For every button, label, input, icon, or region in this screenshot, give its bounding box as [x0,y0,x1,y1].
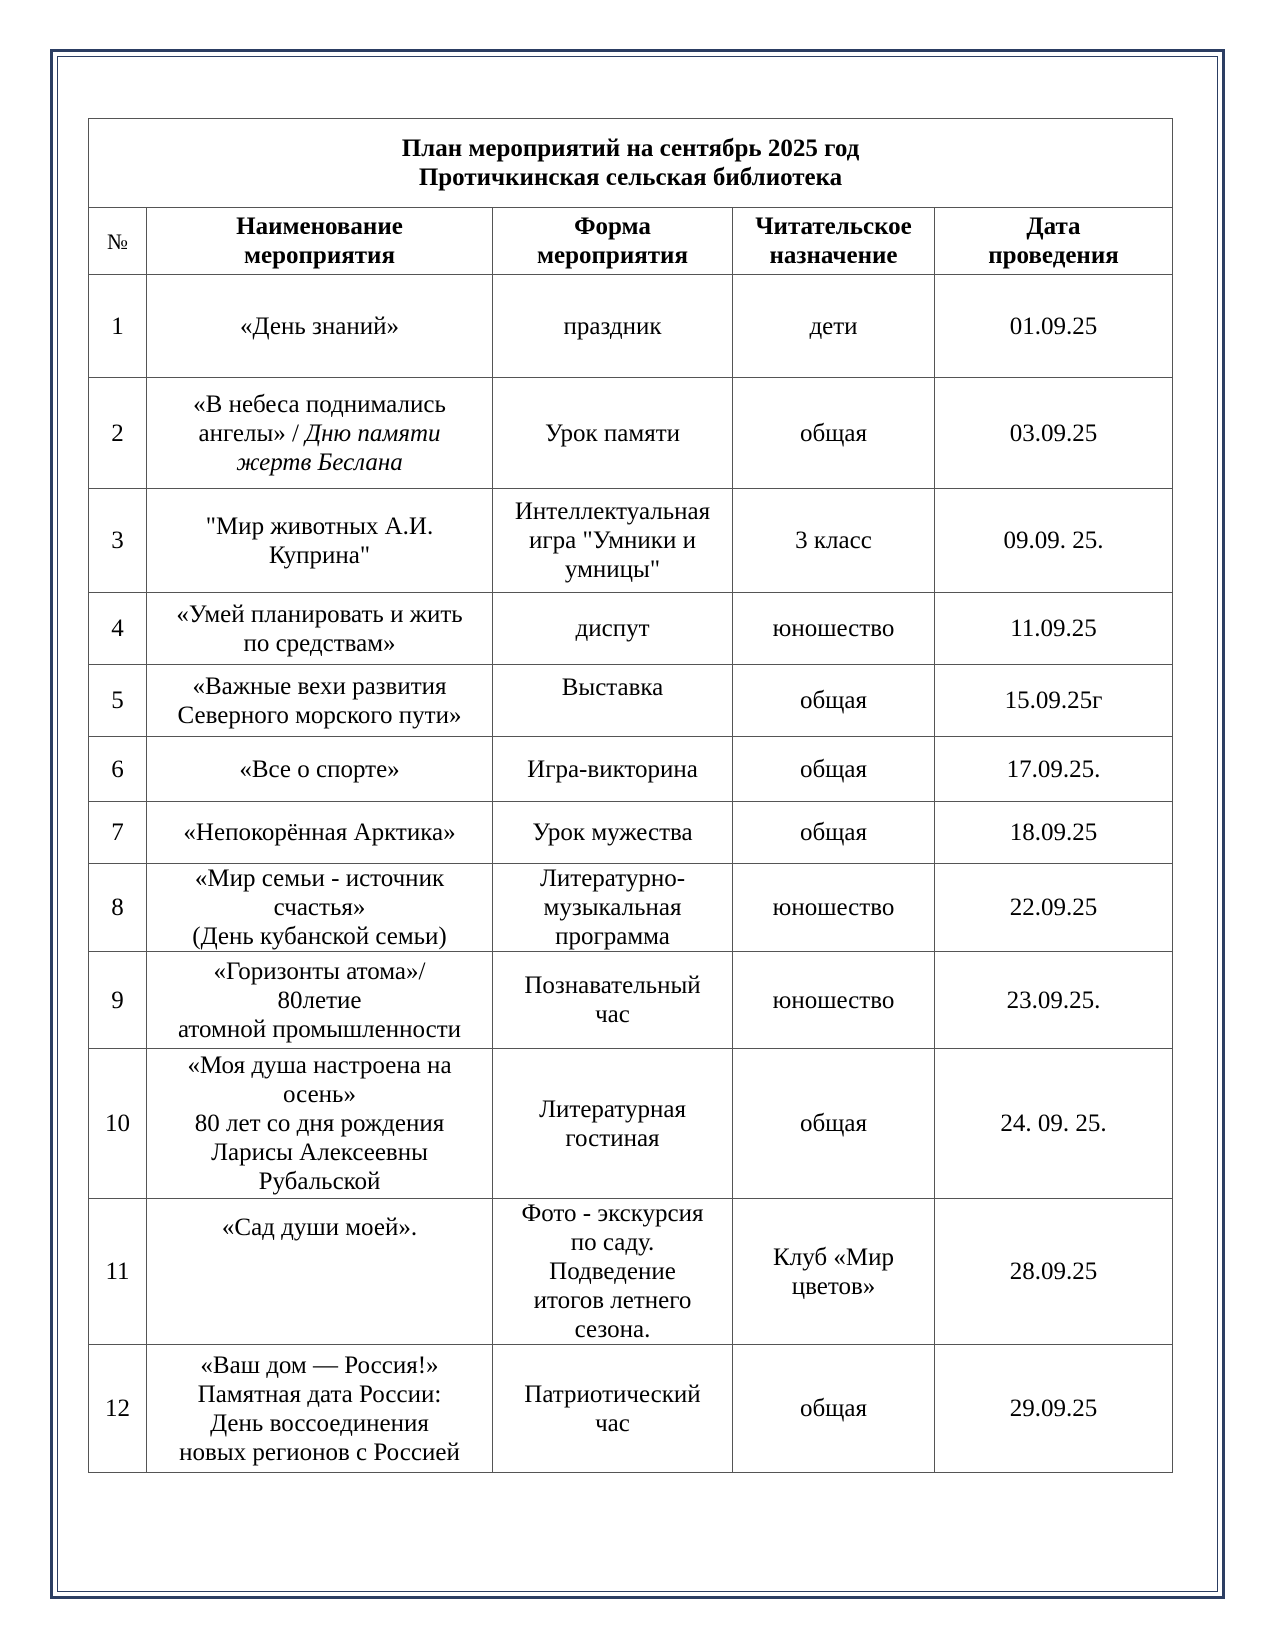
cell-audience [733,952,935,1049]
table-row [89,737,1173,802]
cell-audience-line: юношество [772,986,895,1014]
cell-name-line: «Моя душа настроена на [187,1052,452,1079]
title-line-2: Протичкинская сельская библиотека [418,164,843,191]
cell-form [493,593,733,665]
table-row [89,1049,1173,1199]
table-row [89,1345,1173,1473]
cell-name-line: (День кубанской семьи) [192,923,447,950]
cell-name [147,1345,493,1473]
table-row [89,489,1173,593]
cell-num: 1 [89,275,147,378]
header-date [935,208,1173,275]
cell-name [147,665,493,737]
cell-audience [733,1345,935,1473]
cell-name-line: Ларисы Алексеевны [211,1139,428,1166]
cell-num: 7 [89,802,147,864]
cell-name [147,864,493,952]
cell-form [493,1199,733,1345]
cell-date: 28.09.25 [935,1199,1173,1345]
cell-form-line: итогов летнего [533,1287,692,1314]
cell-form-line: сезона. [574,1316,651,1343]
cell-name-line: 80 лет со дня рождения [194,1110,445,1137]
cell-num: 10 [89,1049,147,1199]
cell-form-line: Выставка [561,674,664,701]
cell-name [147,275,493,378]
cell-name-line: новых регионов с Россией [179,1438,460,1466]
cell-form [493,378,733,489]
cell-name-line: жертв Беслана [236,448,403,476]
cell-name-line: «Непокорённая Арктика» [183,819,456,846]
cell-audience [733,665,935,737]
cell-date: 11.09.25 [935,593,1173,665]
header-audience-line1: Читательское [755,213,912,240]
cell-form [493,1049,733,1199]
cell-form-line: Игра-викторина [527,755,698,783]
cell-name-line: «В небеса поднимались [193,390,446,418]
cell-form-line: час [595,1001,630,1028]
cell-audience [733,593,935,665]
title-row [89,119,1173,208]
cell-date: 09.09. 25. [935,489,1173,593]
cell-form-line: игра "Умники и [529,527,696,554]
cell-audience-line: общая [799,755,868,783]
cell-form-line: по саду. [570,1229,655,1256]
cell-audience-line: общая [799,419,868,447]
cell-name-line: Памятная дата России: [197,1380,442,1408]
cell-audience [733,1199,935,1345]
cell-name [147,802,493,864]
cell-audience [733,378,935,489]
cell-name-line: "Мир животных А.И. [205,512,434,540]
header-form [493,208,733,275]
cell-form [493,1345,733,1473]
cell-audience [733,1049,935,1199]
cell-name-line: осень» [283,1081,356,1108]
cell-num: 11 [89,1199,147,1345]
cell-audience-line: общая [799,819,868,846]
cell-date: 29.09.25 [935,1345,1173,1473]
cell-date: 24. 09. 25. [935,1049,1173,1199]
header-name-line2: мероприятия [244,242,395,269]
cell-audience-line: общая [799,687,868,714]
cell-date: 23.09.25. [935,952,1173,1049]
cell-name-line: «Ваш дом — Россия!» [200,1351,439,1379]
cell-form-line: Литературная [539,1095,686,1123]
cell-audience [733,737,935,802]
cell-form-line: Патриотический [524,1380,701,1408]
cell-form-line: программа [555,923,670,950]
cell-audience-line: Клуб «Мир [773,1243,894,1271]
cell-name-line: по средствам» [243,629,396,657]
table-row [89,378,1173,489]
cell-audience [733,275,935,378]
header-audience [733,208,935,275]
header-form-line1: Форма [574,213,651,240]
cell-audience-line: 3 класс [795,527,872,554]
table-row [89,952,1173,1049]
cell-form [493,864,733,952]
cell-form [493,737,733,802]
cell-form-line: гостиная [565,1124,660,1152]
cell-name-line: Рубальской [258,1168,381,1195]
cell-form [493,489,733,593]
header-date-line2: проведения [988,242,1119,269]
table-row [89,275,1173,378]
table-row [89,593,1173,665]
cell-form-line: Подведение [549,1258,676,1285]
cell-form-line: праздник [563,312,662,340]
table-body [89,275,1173,1473]
cell-num: 6 [89,737,147,802]
cell-form-line: час [595,1409,630,1437]
cell-name-line: «Мир семьи - источник [194,865,445,892]
document-title [89,119,1173,208]
cell-name [147,593,493,665]
header-date-line1: Дата [1026,213,1081,240]
cell-name-line: Куприна" [268,541,371,569]
cell-audience-line: общая [799,1110,868,1137]
cell-audience-line: юношество [772,894,895,921]
cell-num: 8 [89,864,147,952]
cell-name-line: счастья» [273,894,366,921]
cell-name-line: 80летие [277,986,362,1014]
table-row [89,864,1173,952]
header-audience-line2: назначение [769,242,898,269]
cell-form-line: Урок памяти [545,419,680,447]
cell-name-line: атомной промышленности [177,1015,462,1043]
table-row [89,1199,1173,1345]
cell-num: 12 [89,1345,147,1473]
table-row [89,802,1173,864]
title-line-1: План мероприятий на сентябрь 2025 год [401,135,860,162]
header-name [147,208,493,275]
header-name-line1: Наименование [236,213,403,240]
cell-form [493,665,733,737]
cell-name [147,489,493,593]
cell-audience [733,864,935,952]
cell-name [147,1199,493,1345]
cell-form-line: диспут [575,615,650,642]
cell-name-line: «Умей планировать и жить [176,600,463,628]
cell-name [147,1049,493,1199]
cell-form-line: Интеллектуальная [514,498,711,525]
cell-date: 18.09.25 [935,802,1173,864]
events-table [88,118,1173,1473]
cell-name-line: «Сад души моей». [221,1214,418,1241]
cell-date: 15.09.25г [935,665,1173,737]
cell-name [147,378,493,489]
cell-form-line: Познавательный [524,972,701,999]
cell-num: 2 [89,378,147,489]
cell-num: 5 [89,665,147,737]
header-row [89,208,1173,275]
cell-name-line: «Все о спорте» [239,755,400,783]
cell-form-line: музыкальная [543,894,682,921]
cell-form [493,952,733,1049]
cell-form-line: умницы" [564,556,661,583]
cell-form-line: Литературно- [539,865,686,892]
header-num: № [89,208,147,275]
cell-name-line: День воссоединения [210,1409,429,1437]
cell-audience-line: юношество [772,615,895,642]
cell-form-line: Фото - экскурсия [521,1200,704,1227]
cell-date: 03.09.25 [935,378,1173,489]
cell-audience [733,489,935,593]
cell-date: 17.09.25. [935,737,1173,802]
cell-num: 9 [89,952,147,1049]
cell-form [493,802,733,864]
cell-audience-line: цветов» [791,1272,876,1300]
cell-date: 22.09.25 [935,864,1173,952]
cell-name-line: «День знаний» [240,312,399,340]
cell-name [147,737,493,802]
cell-audience-line: общая [799,1395,868,1422]
table-row [89,665,1173,737]
header-form-line2: мероприятия [537,242,688,269]
cell-name-line: «Важные вехи развития [192,672,447,700]
cell-num: 4 [89,593,147,665]
cell-name-line: Северного морского пути» [177,701,462,729]
cell-num: 3 [89,489,147,593]
cell-name-line: «Горизонты атома»/ [213,957,426,985]
cell-name-line: ангелы» / Дню памяти [198,419,441,447]
cell-audience [733,802,935,864]
cell-form [493,275,733,378]
cell-date: 01.09.25 [935,275,1173,378]
cell-name [147,952,493,1049]
cell-audience-line: дети [809,312,858,340]
cell-form-line: Урок мужества [532,819,693,846]
